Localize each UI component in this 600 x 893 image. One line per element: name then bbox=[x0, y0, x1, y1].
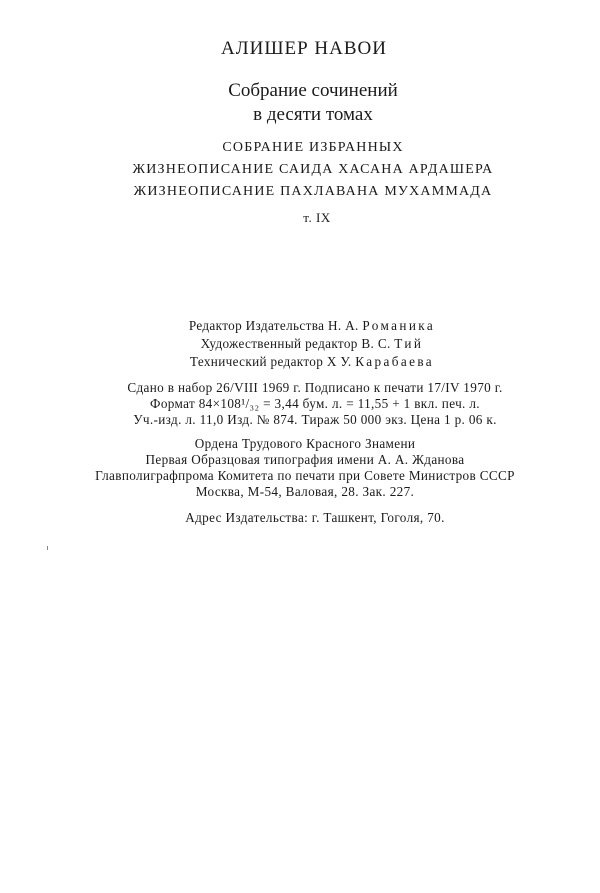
author-name: АЛИШЕР НАВОИ bbox=[221, 38, 387, 59]
printer-line: Главполиграфпрома Комитета по печати при Совете Министров СССР bbox=[95, 468, 515, 483]
credit-row bbox=[0, 336, 600, 352]
credit-row bbox=[0, 354, 600, 370]
credit-person: Тий bbox=[394, 336, 424, 351]
credit-person: Романика bbox=[362, 318, 436, 333]
credit-role: Технический редактор Х У. bbox=[189, 354, 356, 369]
printer-line: Ордена Трудового Красного Знамени bbox=[194, 436, 416, 451]
credit-row bbox=[0, 318, 600, 334]
printer-line: Первая Образцовая типография имени А. А. Жданова bbox=[145, 452, 465, 467]
volume-number: т. IX bbox=[303, 210, 331, 225]
credit-role: Художественный редактор В. С. bbox=[200, 336, 395, 351]
credit-person: Карабаева bbox=[355, 354, 435, 369]
credit-role: Редактор Издательства Н. А. bbox=[188, 318, 363, 333]
work-title-2: ЖИЗНЕОПИСАНИЕ САИДА ХАСАНА АРДАШЕРА bbox=[132, 162, 494, 177]
collection-title-line-2: в десяти томах bbox=[253, 104, 373, 125]
publisher-address: Адрес Издательства: г. Ташкент, Гоголя, 70. bbox=[185, 510, 445, 525]
collection-title-line-1: Собрание сочинений bbox=[228, 80, 398, 101]
print-speck bbox=[47, 546, 48, 550]
technical-line: Сдано в набор 26/VIII 1969 г. Подписано к печати 17/IV 1970 г. bbox=[127, 380, 503, 395]
technical-line: Уч.-изд. л. 11,0 Изд. № 874. Тираж 50 000 экз. Цена 1 р. 06 к. bbox=[133, 412, 497, 427]
technical-line: Формат 84×108¹/₃₂ = 3,44 бум. л. = 11,55 + 1 вкл. печ. л. bbox=[150, 396, 480, 411]
work-title-1: СОБРАНИЕ ИЗБРАННЫХ bbox=[222, 140, 404, 155]
printer-line: Москва, М-54, Валовая, 28. Зак. 227. bbox=[195, 484, 415, 499]
work-title-3: ЖИЗНЕОПИСАНИЕ ПАХЛАВАНА МУХАММАДА bbox=[133, 184, 493, 199]
